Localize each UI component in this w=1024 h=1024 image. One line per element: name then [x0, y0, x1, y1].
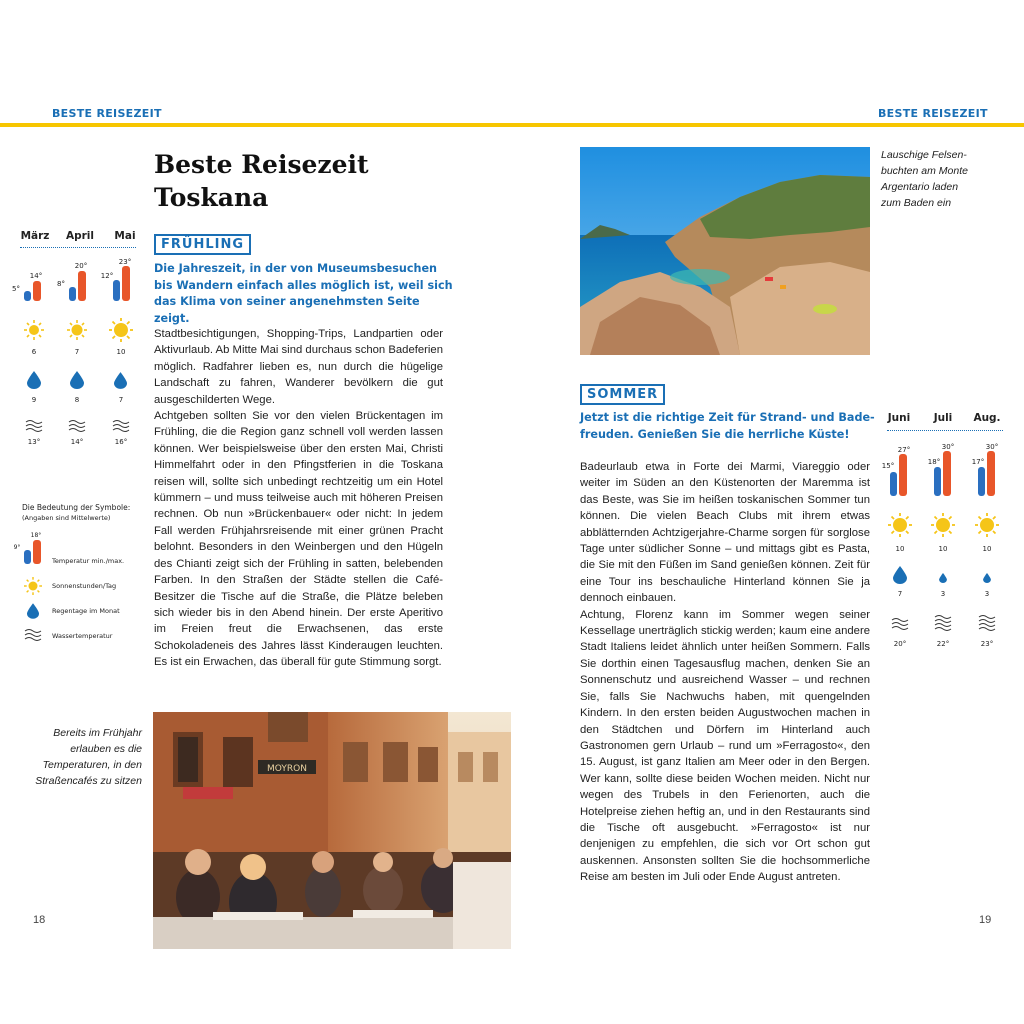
- legend-water-label: Wassertemperatur: [52, 632, 113, 640]
- rain-days-value: 3: [940, 590, 946, 598]
- month-divider: [887, 430, 1003, 431]
- temp-min-label: 12°: [100, 272, 114, 280]
- temp-max-label: 20°: [74, 262, 88, 270]
- season-label-spring: FRÜHLING: [154, 234, 251, 255]
- caption-line: Temperaturen, in den: [42, 759, 142, 771]
- caption-line: Argentario laden: [881, 181, 959, 193]
- legend-temp-max-label: 18°: [30, 532, 42, 539]
- waves-icon: [934, 614, 952, 632]
- temp-min-bar: [934, 467, 941, 496]
- temp-max-bar: [987, 451, 995, 496]
- month-header: Juli: [933, 412, 953, 424]
- waves-icon: [112, 419, 130, 433]
- month-header: April: [65, 230, 95, 242]
- summer-lead: [580, 410, 880, 443]
- photo-rocky-coast: [580, 147, 870, 355]
- legend-temp-label: Temperatur min./max.: [52, 557, 125, 565]
- legend-title-line-2: (Angaben sind Mittelwerte): [22, 514, 111, 522]
- sun-hours-value: 7: [74, 348, 80, 356]
- waves-icon: [978, 614, 996, 632]
- month-header: März: [20, 230, 50, 242]
- photo-caption-cafe: [30, 725, 142, 789]
- season-label-summer: SOMMER: [580, 384, 665, 405]
- raindrop-icon: [893, 566, 907, 584]
- waves-icon: [25, 419, 43, 433]
- water-temp-value: 22°: [936, 640, 950, 648]
- legend-title: [22, 502, 130, 524]
- header-label-right: BESTE REISEZEIT: [878, 107, 988, 120]
- summer-lead-line-1: Jetzt ist die richtige Zeit für Strand- und Bade-: [580, 411, 875, 424]
- temp-min-bar: [69, 287, 76, 301]
- temp-min-bar: [890, 472, 897, 496]
- photo-caption-coast: [881, 147, 991, 211]
- raindrop-icon: [939, 573, 947, 583]
- spring-lead: [154, 261, 454, 327]
- summer-paragraph-2: Achtung, Florenz kann im Sommer wegen seiner Kessellage unerträglich stickig werden; kaum eine andere Stadt Italiens leidet ähnlich unter heißen Sommern. Falls Sie dorthin einen Tagesausflug machen, denken Sie an Sonnenschutz und ausreichend Wasser – und rechnen Sie, falls Sie Nachwuchs haben, mit quengelnden Kindern. In den ersten beiden Augustwochen machen in den Städtchen und Dörfern im Hinterland auch Gastronomen gern Urlaub – rund um »Ferragosto«, den 15. August, ist ganz Italien am Meer oder in den Bergen. Wer kann, sollte diese beiden Wochen meiden. Nicht nur wegen des Trubels in den Ferienorten, auch die Hotelpreise ziehen heftig an, und in den Restaurants sind die Tische oft ausgebucht. »Ferragosto« ist nur denjenigen zu empfehlen, die sich vor Ort schon gut auskennen. Ansonsten sollten Sie die hochsommerliche Reise am besten im Juli oder Ende August antreten.: [580, 608, 870, 884]
- rain-days-value: 7: [118, 396, 124, 404]
- raindrop-icon: [114, 372, 127, 389]
- header-rule: [0, 123, 1024, 127]
- sun-icon: [931, 513, 955, 537]
- temp-min-label: 17°: [971, 458, 985, 466]
- legend-temp-max-bar: [33, 540, 41, 564]
- rocky-coast-illustration: [580, 147, 870, 355]
- page-title-line-2: Toskana: [154, 183, 269, 212]
- spring-paragraph-2: Achtgeben sollten Sie vor den vielen Brückentagen im Frühling, die die Region ganz schnell voll werden lassen können. Wer beispielsweise über den ersten Mai, Christi Himmelfahrt oder in den Pfingstferien in die Toskana reisen will, sollte sich unbedingt rechtzeitig um ein Hotel kümmern – und muss teilweise auch mit höheren Preisen rechnen. Ob nun »Brückenbauer« oder nicht: In jedem Fall werden Frühjahrsreisende mit einer grünen Pracht belohnt. Besonders in den Weinbergen und den Hügeln des Chianti zeigt sich der Frühling in satten, belebenden Farben. In den Straßen der Städte stellen die Café-Besitzer die Tische auf die Straße, die Plätze beleben sich wieder bis in den Abend hinein. Der erste Aperitivo im Freien freut die Erwachsenen, das erste Schokoladeneis des Jahres lässt Kinderaugen leuchten. Es ist ein Erwachen, das überall für gute Stimmung sorgt.: [154, 410, 443, 669]
- water-temp-value: 14°: [70, 438, 84, 446]
- caption-line: Straßencafés zu sitzen: [35, 775, 142, 787]
- legend-waves-icon: [24, 628, 42, 642]
- legend-temp-min-bar: [24, 550, 31, 564]
- caption-line: erlauben es die: [70, 743, 142, 755]
- sun-hours-value: 10: [895, 545, 905, 553]
- street-cafe-illustration: [153, 712, 511, 949]
- temp-max-bar: [943, 451, 951, 496]
- water-temp-value: 23°: [980, 640, 994, 648]
- temp-min-bar: [113, 280, 120, 301]
- summer-lead-line-2: freuden. Genießen Sie die herrliche Küste!: [580, 427, 850, 441]
- summer-paragraph-1: Badeurlaub etwa in Forte dei Marmi, Viareggio oder weiter im Süden an den Küstenorten der Maremma ist das Beste, was Sie im heißen toskanischen Sommer tun können. Die vielen Beach Clubs mit ihrem etwas abblätternden Achtzigerjahre-Charme sorgen für sorglose Tage unter südlicher Sonne – und mittags gibt es Pasta, die Sie mit den Füßen im Sand genießen können. Zeit für eine Tour ins beschauliche Hinterland können Sie ja dennoch einbauen.: [580, 461, 870, 605]
- rain-days-value: 9: [31, 396, 37, 404]
- page-title: [154, 148, 369, 214]
- temp-max-label: 30°: [941, 443, 955, 451]
- rain-days-value: 7: [897, 590, 903, 598]
- caption-line: zum Baden ein: [881, 197, 952, 209]
- sun-hours-value: 10: [982, 545, 992, 553]
- temp-max-bar: [78, 271, 86, 301]
- raindrop-icon: [27, 371, 41, 389]
- page-number-left: 18: [33, 914, 46, 926]
- month-header: Juni: [887, 412, 911, 424]
- sun-icon: [975, 513, 999, 537]
- raindrop-icon: [70, 371, 84, 389]
- rain-days-value: 3: [984, 590, 990, 598]
- caption-line: Bereits im Frühjahr: [53, 727, 142, 739]
- summer-body-text: [580, 459, 870, 886]
- water-temp-value: 20°: [893, 640, 907, 648]
- temp-min-label: 8°: [57, 280, 65, 288]
- spring-body-text: [154, 326, 443, 671]
- header-label-left: BESTE REISEZEIT: [52, 107, 162, 120]
- photo-street-cafe: [153, 712, 511, 949]
- legend-raindrop-icon: [27, 603, 39, 619]
- page-title-line-1: Beste Reisezeit: [154, 150, 369, 179]
- water-temp-value: 16°: [114, 438, 128, 446]
- spring-lead-line-1: Die Jahreszeit, in der von Museumsbesuchen: [154, 262, 438, 275]
- temp-min-bar: [978, 467, 985, 496]
- temp-max-label: 27°: [897, 446, 911, 454]
- temp-max-label: 30°: [985, 443, 999, 451]
- temp-max-bar: [899, 454, 907, 496]
- sun-icon: [24, 320, 44, 340]
- rain-days-value: 8: [74, 396, 80, 404]
- waves-icon: [891, 617, 909, 631]
- temp-min-label: 5°: [12, 285, 20, 293]
- legend-sun-icon: [24, 577, 42, 595]
- temp-max-bar: [33, 281, 41, 301]
- month-header: Aug.: [973, 412, 1001, 424]
- waves-icon: [68, 419, 86, 433]
- temp-min-label: 18°: [927, 458, 941, 466]
- water-temp-value: 13°: [27, 438, 41, 446]
- raindrop-icon: [983, 573, 991, 583]
- page-number-right: 19: [979, 914, 992, 926]
- legend-sun-label: Sonnenstunden/Tag: [52, 582, 117, 590]
- caption-line: buchten am Monte: [881, 165, 968, 177]
- sun-icon: [67, 320, 87, 340]
- month-header: Mai: [114, 230, 136, 242]
- temp-max-label: 14°: [29, 272, 43, 280]
- sun-icon: [109, 318, 133, 342]
- caption-line: Lauschige Felsen-: [881, 149, 967, 161]
- temp-min-label: 15°: [881, 462, 895, 470]
- sun-icon: [888, 513, 912, 537]
- legend-title-line-1: Die Bedeutung der Symbole:: [22, 503, 131, 512]
- temp-min-bar: [24, 291, 31, 301]
- spring-lead-line-3: das Klima von seiner angenehmsten Seite zeigt.: [154, 295, 420, 325]
- spring-paragraph-1: Stadtbesichtigungen, Shopping-Trips, Landpartien oder Aktivurlaub. Ab Mitte Mai sind durchaus schon Badeferien möglich. Radfahrer lieben es, nun durch die hügelige Landschaft zu fahren, Wanderer bevölkern die gut ausgeschilderten Wege.: [154, 328, 443, 406]
- temp-max-label: 23°: [118, 258, 132, 266]
- sun-hours-value: 10: [116, 348, 126, 356]
- sun-hours-value: 10: [938, 545, 948, 553]
- month-divider: [20, 247, 136, 248]
- legend-temp-min-label: 9°: [13, 544, 21, 551]
- sun-hours-value: 6: [31, 348, 37, 356]
- temp-max-bar: [122, 266, 130, 301]
- spring-lead-line-2: bis Wandern einfach alles möglich ist, weil sich: [154, 278, 453, 292]
- photo-sign-text: MOYRON: [267, 764, 307, 774]
- legend-rain-label: Regentage im Monat: [52, 607, 120, 615]
